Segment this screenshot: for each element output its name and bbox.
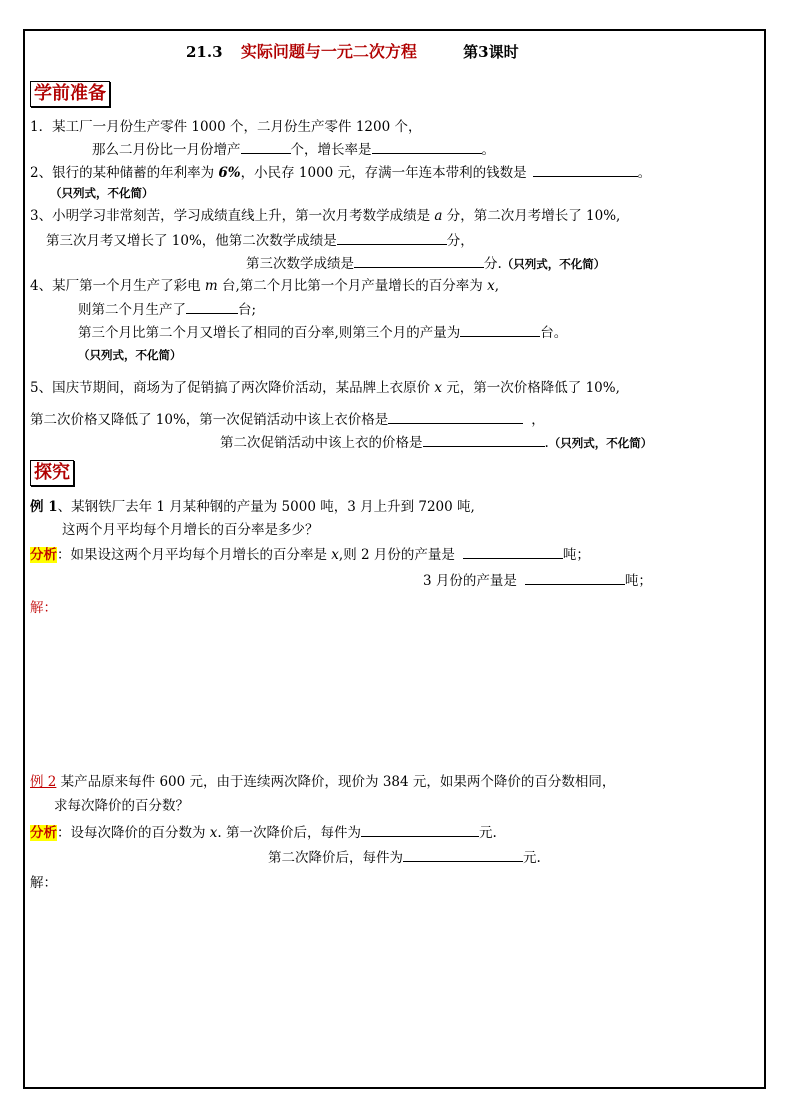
example-2-line-4: 第二次降价后，每件为 元. <box>268 847 541 868</box>
note-formula-only: （只列式，不化简） <box>78 348 182 362</box>
section-preparation-heading: 学前准备 <box>30 81 110 107</box>
question-1-line-2: 那么二月份比一月份增产 个，增长率是 。 <box>92 139 495 160</box>
lesson-period: 第3课时 <box>463 43 519 61</box>
answer-blank[interactable] <box>361 822 479 837</box>
answer-blank[interactable] <box>372 139 482 154</box>
section-explore-heading: 探究 <box>30 460 74 486</box>
question-4-line-1: 4、某厂第一个月生产了彩电 m 台,第二个月比第一个月产量增长的百分率为 x, <box>30 278 499 294</box>
example-2-line-2: 求每次降价的百分数？ <box>54 798 189 814</box>
question-4-line-2: 则第二个月生产了 台; <box>78 299 256 320</box>
note-formula-only: （只列式，不化简） <box>501 257 606 271</box>
question-2: 2、银行的某种储蓄的年利率为 6%，小民存 1000 元，存满一年连本带利的钱数是 。 <box>30 162 651 183</box>
question-5-line-3: 第二次促销活动中该上衣的价格是 .（只列式，不化简） <box>220 432 652 453</box>
lesson-title: 实际问题与一元二次方程 <box>240 42 417 61</box>
example-1-solution-label: 解： <box>30 600 57 616</box>
answer-blank[interactable] <box>463 544 563 559</box>
analysis-label: 分析 <box>30 547 57 563</box>
answer-blank[interactable] <box>403 847 523 862</box>
question-1-line-1: 1．某工厂一月份生产零件 1000 个，二月份生产零件 1200 个， <box>30 119 422 135</box>
question-3-line-2: 第三次月考又增长了 10%，他第二次数学成绩是 分， <box>46 230 474 251</box>
answer-blank[interactable] <box>423 432 545 447</box>
answer-blank[interactable] <box>533 162 638 177</box>
example-2-solution-label: 解： <box>30 875 57 891</box>
question-5-line-1: 5、国庆节期间，商场为了促销搞了两次降价活动，某品牌上衣原价 x 元，第一次价格降低了 10%, <box>30 380 620 396</box>
lesson-number: 21.3 <box>186 43 223 61</box>
answer-blank[interactable] <box>460 322 540 337</box>
note-formula-only: （只列式，不化简） <box>50 186 154 200</box>
note-formula-only: （只列式，不化简） <box>548 436 653 450</box>
answer-blank[interactable] <box>337 230 447 245</box>
answer-blank[interactable] <box>525 570 625 585</box>
example-2-analysis: 分析：设每次降价的百分数为 x. 第一次降价后，每件为 元. <box>30 822 497 843</box>
question-4-line-3: 第三个月比第二个月又增长了相同的百分率,则第三个月的产量为 台。 <box>78 322 567 343</box>
example-1-line-4: 3 月份的产量是 吨； <box>423 570 652 591</box>
question-3-line-1: 3、小明学习非常刻苦，学习成绩直线上升，第一次月考数学成绩是 a 分，第二次月考增长了 10%, <box>30 208 621 224</box>
answer-blank[interactable] <box>241 139 291 154</box>
question-5-line-2: 第二次价格又降低了 10%，第一次促销活动中该上衣价格是 ， <box>30 409 545 430</box>
example-1-line-1: 例 1、某钢铁厂去年 1 月某种钢的产量为 5000 吨，3 月上升到 7200 吨, <box>30 499 475 515</box>
example-1-line-2: 这两个月平均每个月增长的百分率是多少？ <box>62 522 319 538</box>
example-1-analysis: 分析：如果设这两个月平均每个月增长的百分率是 x,则 2 月份的产量是 吨； <box>30 544 590 565</box>
page-title <box>186 42 519 63</box>
answer-blank[interactable] <box>388 409 523 424</box>
answer-blank[interactable] <box>354 253 484 268</box>
example-2-label: 例 2 <box>30 774 57 790</box>
question-3-line-3: 第三次数学成绩是 分.（只列式，不化简） <box>246 253 605 274</box>
answer-blank[interactable] <box>186 299 238 314</box>
example-1-label: 例 1 <box>30 499 58 515</box>
example-2-line-1: 例 2 某产品原来每件 600 元，由于连续两次降价，现价为 384 元，如果两个降价的百分数相同， <box>30 774 616 790</box>
analysis-label: 分析 <box>30 825 57 841</box>
